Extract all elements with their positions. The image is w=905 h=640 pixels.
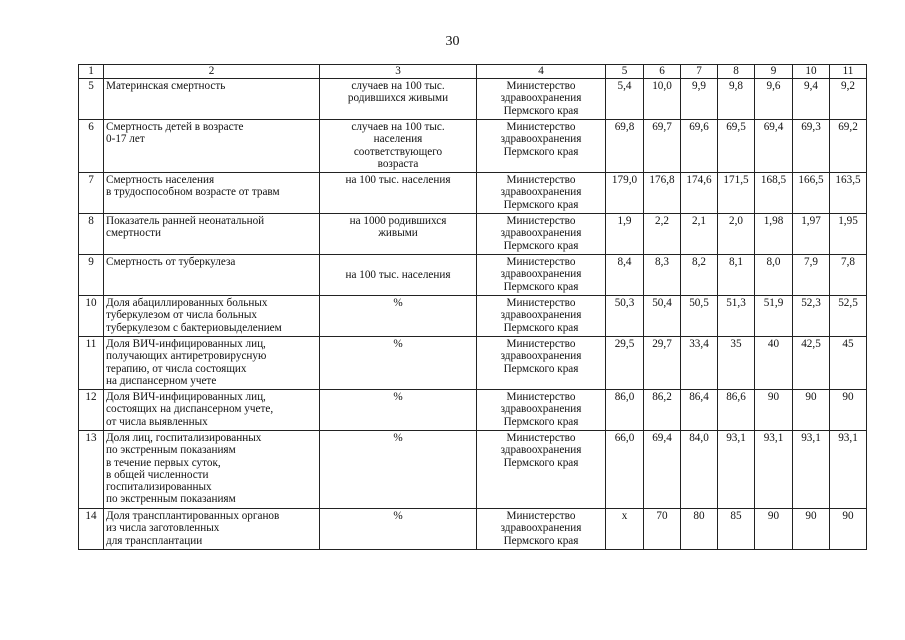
- text-line: Доля ВИЧ-инфицированных лиц,: [106, 338, 266, 350]
- text-line: Смертность детей в возрасте: [106, 121, 244, 133]
- value-cell: 86,6: [718, 390, 755, 431]
- text-line: %: [393, 391, 403, 403]
- text-line: Пермского края: [503, 198, 579, 211]
- text-line: в течение первых суток,: [106, 456, 221, 469]
- text-line: из числа заготовленных: [106, 522, 220, 535]
- text-line: туберкулезом с бактериовыделением: [106, 321, 282, 334]
- text-line: получающих антиретровирусную: [106, 350, 267, 363]
- text-line: Пермского края: [503, 362, 579, 375]
- text-line: Смертность населения: [106, 174, 215, 186]
- value-cell: 1,98: [755, 214, 793, 255]
- value-cell: 45: [830, 337, 867, 390]
- unit-of-measure: [320, 255, 477, 296]
- value-cell: 171,5: [718, 173, 755, 214]
- table-row: [79, 509, 867, 550]
- text-line: Министерство: [506, 432, 576, 444]
- value-cell: 70: [644, 509, 681, 550]
- responsible-organization: [477, 509, 606, 550]
- text-line: на диспансерном учете: [106, 374, 217, 387]
- indicator-name: [104, 255, 320, 296]
- text-line: Доля трансплантированных органов: [106, 510, 280, 522]
- text-line: Пермского края: [503, 415, 579, 428]
- indicator-name: [104, 79, 320, 120]
- column-header: 1: [79, 65, 104, 79]
- text-line: здравоохранения: [500, 186, 582, 199]
- value-cell: 69,8: [606, 120, 644, 173]
- value-cell: 2,0: [718, 214, 755, 255]
- text-line: Доля ВИЧ-инфицированных лиц,: [106, 391, 266, 403]
- value-cell: 9,2: [830, 79, 867, 120]
- text-line: Смертность от туберкулеза: [106, 256, 236, 268]
- text-line: состоящих на диспансерном учете,: [106, 403, 274, 416]
- unit-of-measure: [320, 120, 477, 173]
- responsible-organization: [477, 79, 606, 120]
- text-line: Пермского края: [503, 239, 579, 252]
- row-number: 8: [79, 214, 104, 255]
- text-line: Министерство: [506, 80, 576, 92]
- indicator-name: [104, 509, 320, 550]
- table-row: [79, 255, 867, 296]
- text-line: здравоохранения: [500, 92, 582, 105]
- value-cell: 93,1: [718, 431, 755, 509]
- table-row: [79, 390, 867, 431]
- text-line: Пермского края: [503, 534, 579, 547]
- value-cell: 9,8: [718, 79, 755, 120]
- value-cell: 69,3: [793, 120, 830, 173]
- text-line: от числа выявленных: [106, 415, 208, 428]
- value-cell: 33,4: [681, 337, 718, 390]
- responsible-organization: [477, 390, 606, 431]
- responsible-organization: [477, 255, 606, 296]
- unit-of-measure: [320, 214, 477, 255]
- value-cell: 51,9: [755, 296, 793, 337]
- column-header: 7: [681, 65, 718, 79]
- column-header: 8: [718, 65, 755, 79]
- value-cell: 86,4: [681, 390, 718, 431]
- value-cell: х: [606, 509, 644, 550]
- unit-of-measure: [320, 337, 477, 390]
- text-line: здравоохранения: [500, 522, 582, 535]
- header-row: [79, 65, 867, 79]
- text-line: родившихся живыми: [347, 92, 449, 105]
- value-cell: 7,8: [830, 255, 867, 296]
- value-cell: 93,1: [793, 431, 830, 509]
- value-cell: 29,7: [644, 337, 681, 390]
- value-cell: 2,2: [644, 214, 681, 255]
- text-line: по экстренным показаниям: [106, 444, 236, 457]
- value-cell: 69,4: [644, 431, 681, 509]
- value-cell: 80: [681, 509, 718, 550]
- text-line: в трудоспособном возрасте от травм: [106, 186, 280, 199]
- column-header: 6: [644, 65, 681, 79]
- text-line: Пермского края: [503, 104, 579, 117]
- value-cell: 52,5: [830, 296, 867, 337]
- table-row: [79, 214, 867, 255]
- value-cell: 90: [830, 390, 867, 431]
- table-row: [79, 431, 867, 509]
- text-line: Министерство: [506, 121, 576, 133]
- responsible-organization: [477, 120, 606, 173]
- value-cell: 90: [755, 509, 793, 550]
- unit-of-measure: [320, 173, 477, 214]
- indicator-name: [104, 120, 320, 173]
- value-cell: 84,0: [681, 431, 718, 509]
- text-line: здравоохранения: [500, 403, 582, 416]
- row-number: 12: [79, 390, 104, 431]
- value-cell: 176,8: [644, 173, 681, 214]
- value-cell: 8,1: [718, 255, 755, 296]
- responsible-organization: [477, 296, 606, 337]
- column-header: 3: [320, 65, 477, 79]
- value-cell: 50,4: [644, 296, 681, 337]
- unit-of-measure: [320, 296, 477, 337]
- value-cell: 93,1: [830, 431, 867, 509]
- value-cell: 69,4: [755, 120, 793, 173]
- row-number: 5: [79, 79, 104, 120]
- value-cell: 69,6: [681, 120, 718, 173]
- text-line: здравоохранения: [500, 227, 582, 240]
- indicator-name: [104, 390, 320, 431]
- text-line: здравоохранения: [500, 268, 582, 281]
- text-line: Пермского края: [503, 145, 579, 158]
- responsible-organization: [477, 173, 606, 214]
- value-cell: 29,5: [606, 337, 644, 390]
- text-line: в общей численности: [106, 468, 209, 481]
- column-header: 2: [104, 65, 320, 79]
- text-line: Доля абациллированных больных: [106, 297, 268, 309]
- page-number: 30: [445, 34, 460, 49]
- text-line: по экстренным показаниям: [106, 493, 236, 506]
- value-cell: 40: [755, 337, 793, 390]
- value-cell: 168,5: [755, 173, 793, 214]
- value-cell: 2,1: [681, 214, 718, 255]
- table-row: [79, 79, 867, 120]
- value-cell: 50,5: [681, 296, 718, 337]
- value-cell: 50,3: [606, 296, 644, 337]
- text-line: для трансплантации: [106, 534, 203, 547]
- row-number: 9: [79, 255, 104, 296]
- indicator-name: [104, 296, 320, 337]
- column-header: 4: [477, 65, 606, 79]
- value-cell: 86,0: [606, 390, 644, 431]
- unit-of-measure: [320, 509, 477, 550]
- text-line: туберкулезом от числа больных: [106, 309, 257, 322]
- value-cell: 179,0: [606, 173, 644, 214]
- value-cell: 7,9: [793, 255, 830, 296]
- text-line: %: [393, 338, 403, 350]
- value-cell: 8,2: [681, 255, 718, 296]
- value-cell: 163,5: [830, 173, 867, 214]
- table-row: [79, 120, 867, 173]
- value-cell: 93,1: [755, 431, 793, 509]
- text-line: Пермского края: [503, 456, 579, 469]
- text-line: Материнская смертность: [106, 80, 226, 92]
- column-header: 10: [793, 65, 830, 79]
- value-cell: 69,7: [644, 120, 681, 173]
- row-number: 13: [79, 431, 104, 509]
- text-line: случаев на 100 тыс.: [351, 80, 445, 92]
- column-header: 11: [830, 65, 867, 79]
- text-line: здравоохранения: [500, 133, 582, 146]
- value-cell: 9,9: [681, 79, 718, 120]
- column-header: 5: [606, 65, 644, 79]
- text-line: здравоохранения: [500, 350, 582, 363]
- unit-of-measure: [320, 79, 477, 120]
- row-number: 7: [79, 173, 104, 214]
- value-cell: 90: [755, 390, 793, 431]
- text-line: Министерство: [506, 510, 576, 522]
- row-number: 6: [79, 120, 104, 173]
- value-cell: 69,5: [718, 120, 755, 173]
- text-line: случаев на 100 тыс.: [351, 121, 445, 133]
- value-cell: 90: [793, 390, 830, 431]
- value-cell: 8,3: [644, 255, 681, 296]
- table-body: [79, 79, 867, 550]
- text-line: на 1000 родившихся: [349, 215, 447, 227]
- value-cell: 1,9: [606, 214, 644, 255]
- value-cell: 85: [718, 509, 755, 550]
- value-cell: 8,0: [755, 255, 793, 296]
- text-line: здравоохранения: [500, 309, 582, 322]
- value-cell: 90: [830, 509, 867, 550]
- value-cell: 86,2: [644, 390, 681, 431]
- text-line: госпитализированных: [106, 481, 212, 494]
- column-header: 9: [755, 65, 793, 79]
- indicator-name: [104, 214, 320, 255]
- value-cell: 51,3: [718, 296, 755, 337]
- text-line: Министерство: [506, 256, 576, 268]
- value-cell: 5,4: [606, 79, 644, 120]
- row-number: 11: [79, 337, 104, 390]
- text-line: здравоохранения: [500, 444, 582, 457]
- value-cell: 69,2: [830, 120, 867, 173]
- text-line: Министерство: [506, 215, 576, 227]
- text-line: Министерство: [506, 391, 576, 403]
- text-line: Министерство: [506, 338, 576, 350]
- value-cell: 35: [718, 337, 755, 390]
- value-cell: 1,97: [793, 214, 830, 255]
- row-number: 10: [79, 296, 104, 337]
- value-cell: 66,0: [606, 431, 644, 509]
- text-line: Министерство: [506, 174, 576, 186]
- value-cell: 174,6: [681, 173, 718, 214]
- text-line: %: [393, 432, 403, 444]
- text-line: смертности: [106, 227, 162, 240]
- indicator-name: [104, 173, 320, 214]
- text-line: Пермского края: [503, 321, 579, 334]
- table-row: [79, 337, 867, 390]
- indicator-name: [104, 431, 320, 509]
- text-line: Доля лиц, госпитализированных: [106, 432, 262, 444]
- value-cell: 8,4: [606, 255, 644, 296]
- table-row: [79, 296, 867, 337]
- text-line: Показатель ранней неонатальной: [106, 215, 265, 227]
- value-cell: 166,5: [793, 173, 830, 214]
- responsible-organization: [477, 214, 606, 255]
- value-cell: 1,95: [830, 214, 867, 255]
- text-line: живыми: [378, 227, 418, 240]
- text-line: соответствующего: [353, 145, 443, 158]
- indicator-name: [104, 337, 320, 390]
- responsible-organization: [477, 431, 606, 509]
- text-line: на 100 тыс. населения: [345, 174, 451, 186]
- indicators-table: [78, 64, 867, 550]
- value-cell: 52,3: [793, 296, 830, 337]
- value-cell: 9,4: [793, 79, 830, 120]
- text-line: на 100 тыс. населения: [345, 269, 451, 281]
- text-line: Пермского края: [503, 280, 579, 293]
- responsible-organization: [477, 337, 606, 390]
- text-line: терапию, от числа состоящих: [106, 362, 247, 375]
- row-number: 14: [79, 509, 104, 550]
- value-cell: 90: [793, 509, 830, 550]
- text-line: 0-17 лет: [106, 133, 145, 146]
- text-line: населения: [373, 133, 423, 146]
- text-line: возраста: [377, 157, 419, 170]
- value-cell: 9,6: [755, 79, 793, 120]
- unit-of-measure: [320, 431, 477, 509]
- text-line: %: [393, 510, 403, 522]
- text-line: %: [393, 297, 403, 309]
- table-row: [79, 173, 867, 214]
- text-line: Министерство: [506, 297, 576, 309]
- value-cell: 42,5: [793, 337, 830, 390]
- value-cell: 10,0: [644, 79, 681, 120]
- unit-of-measure: [320, 390, 477, 431]
